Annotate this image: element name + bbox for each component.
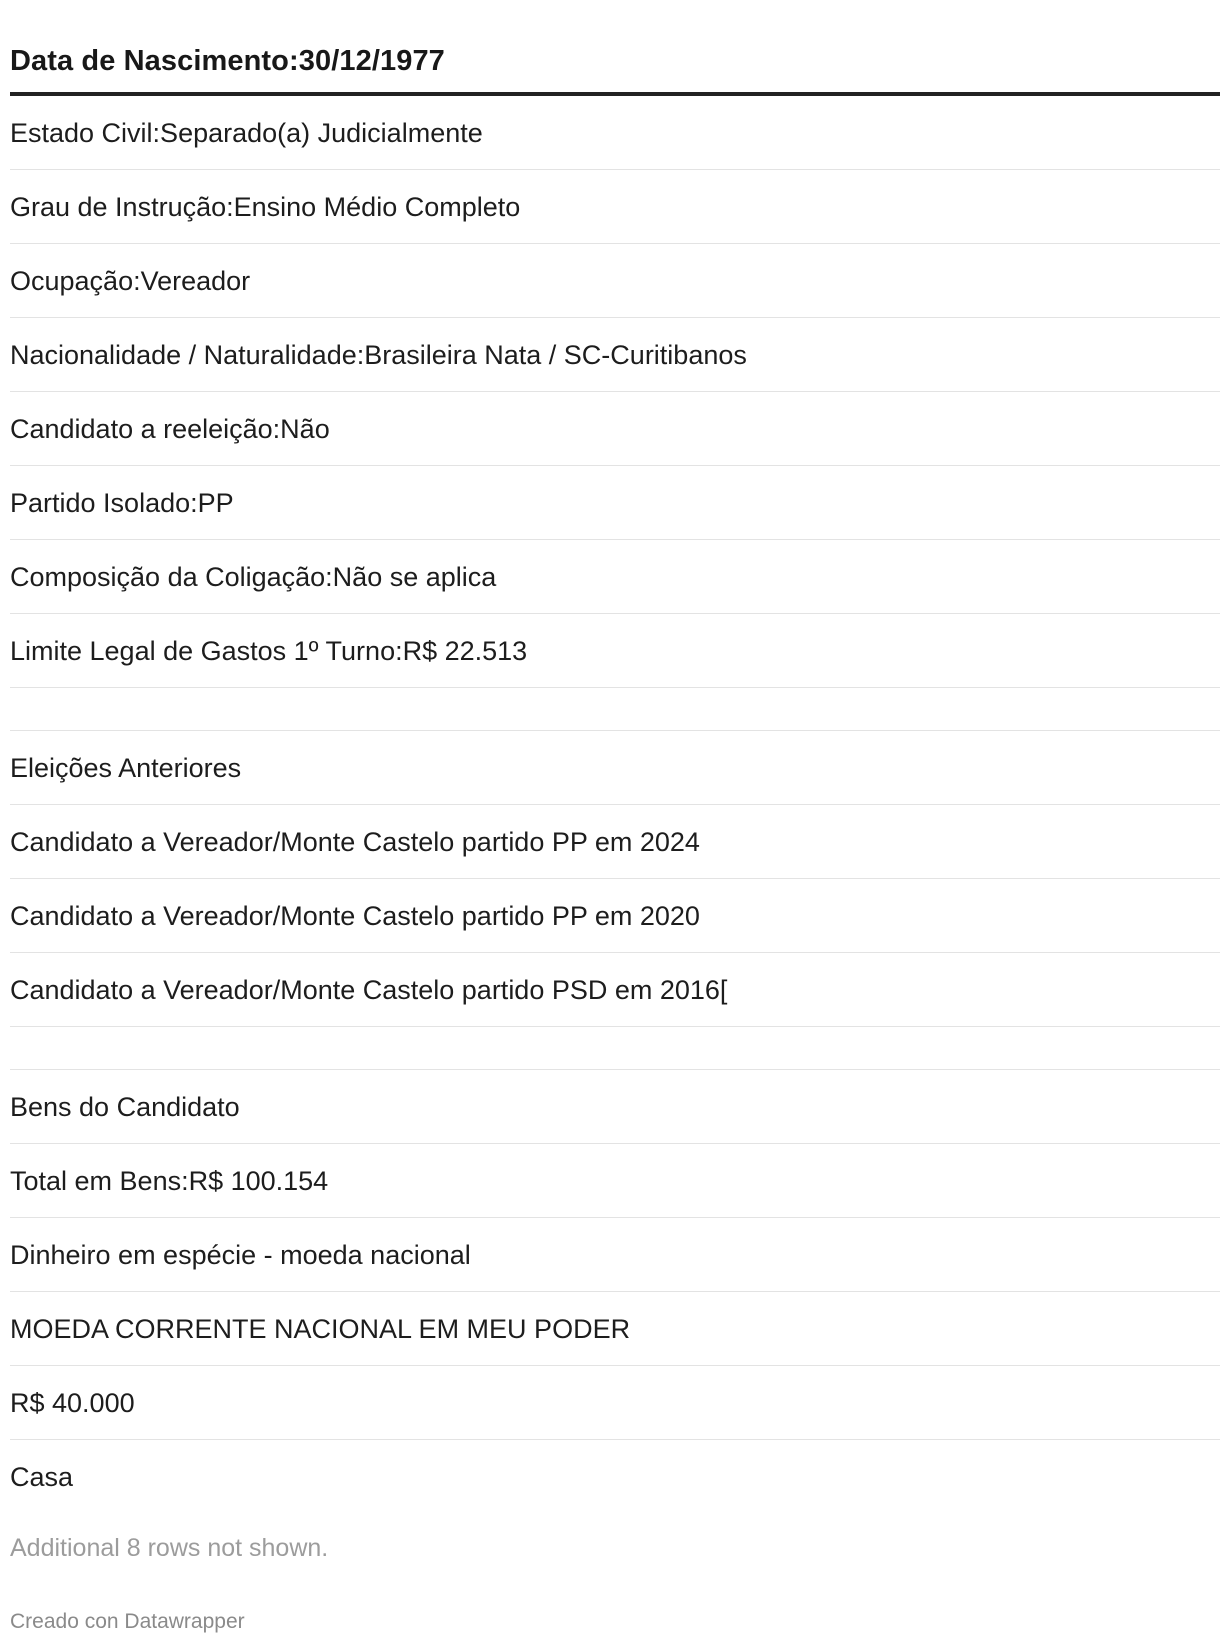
row-text: Limite Legal de Gastos 1º Turno:R$ 22.513 bbox=[10, 636, 528, 666]
row-text: Grau de Instrução:Ensino Médio Completo bbox=[10, 192, 521, 222]
table-row bbox=[10, 540, 1220, 614]
row-text: Composição da Coligação:Não se aplica bbox=[10, 562, 497, 592]
row-text: Ocupação:Vereador bbox=[10, 266, 251, 296]
table-row bbox=[10, 392, 1220, 466]
credit-link[interactable]: Creado con Datawrapper bbox=[10, 1610, 245, 1633]
table-row bbox=[10, 731, 1220, 805]
table-row bbox=[10, 1366, 1220, 1440]
table-row bbox=[10, 1218, 1220, 1292]
table-header bbox=[10, 0, 1220, 96]
table-row bbox=[10, 805, 1220, 879]
header-label: Data de Nascimento:30/12/1977 bbox=[10, 45, 445, 77]
row-text: Estado Civil:Separado(a) Judicialmente bbox=[10, 118, 483, 148]
table-row bbox=[10, 1440, 1220, 1514]
row-text: Candidato a reeleição:Não bbox=[10, 414, 330, 444]
rows-hidden-note-text: Additional 8 rows not shown. bbox=[10, 1534, 329, 1562]
row-text: Total em Bens:R$ 100.154 bbox=[10, 1166, 329, 1196]
table-row bbox=[10, 879, 1220, 953]
row-text: Partido Isolado:PP bbox=[10, 488, 234, 518]
row-text: R$ 40.000 bbox=[10, 1388, 135, 1418]
table-row bbox=[10, 318, 1220, 392]
table-row bbox=[10, 614, 1220, 688]
table-row bbox=[10, 1292, 1220, 1366]
table-row-empty bbox=[10, 688, 1220, 731]
table-row bbox=[10, 1144, 1220, 1218]
row-text: Nacionalidade / Naturalidade:Brasileira Nata / SC-Curitibanos bbox=[10, 340, 747, 370]
table-row bbox=[10, 953, 1220, 1027]
rows-hidden-note bbox=[10, 1514, 1220, 1582]
row-text: Candidato a Vereador/Monte Castelo partido PP em 2024 bbox=[10, 827, 700, 857]
row-text: Candidato a Vereador/Monte Castelo partido PP em 2020 bbox=[10, 901, 700, 931]
credit-line bbox=[10, 1582, 1220, 1633]
table-row bbox=[10, 244, 1220, 318]
table-row bbox=[10, 170, 1220, 244]
table-row bbox=[10, 96, 1220, 170]
row-text: Dinheiro em espécie - moeda nacional bbox=[10, 1240, 471, 1270]
row-text: Bens do Candidato bbox=[10, 1092, 240, 1122]
datawrapper-table bbox=[10, 0, 1220, 1633]
table-row-empty bbox=[10, 1027, 1220, 1070]
table-row bbox=[10, 1070, 1220, 1144]
row-text: Casa bbox=[10, 1462, 74, 1492]
row-text: Candidato a Vereador/Monte Castelo partido PSD em 2016[ bbox=[10, 975, 728, 1005]
row-text: Eleições Anteriores bbox=[10, 753, 242, 783]
table-row bbox=[10, 466, 1220, 540]
table-body bbox=[10, 96, 1220, 1514]
row-text: MOEDA CORRENTE NACIONAL EM MEU PODER bbox=[10, 1314, 631, 1344]
